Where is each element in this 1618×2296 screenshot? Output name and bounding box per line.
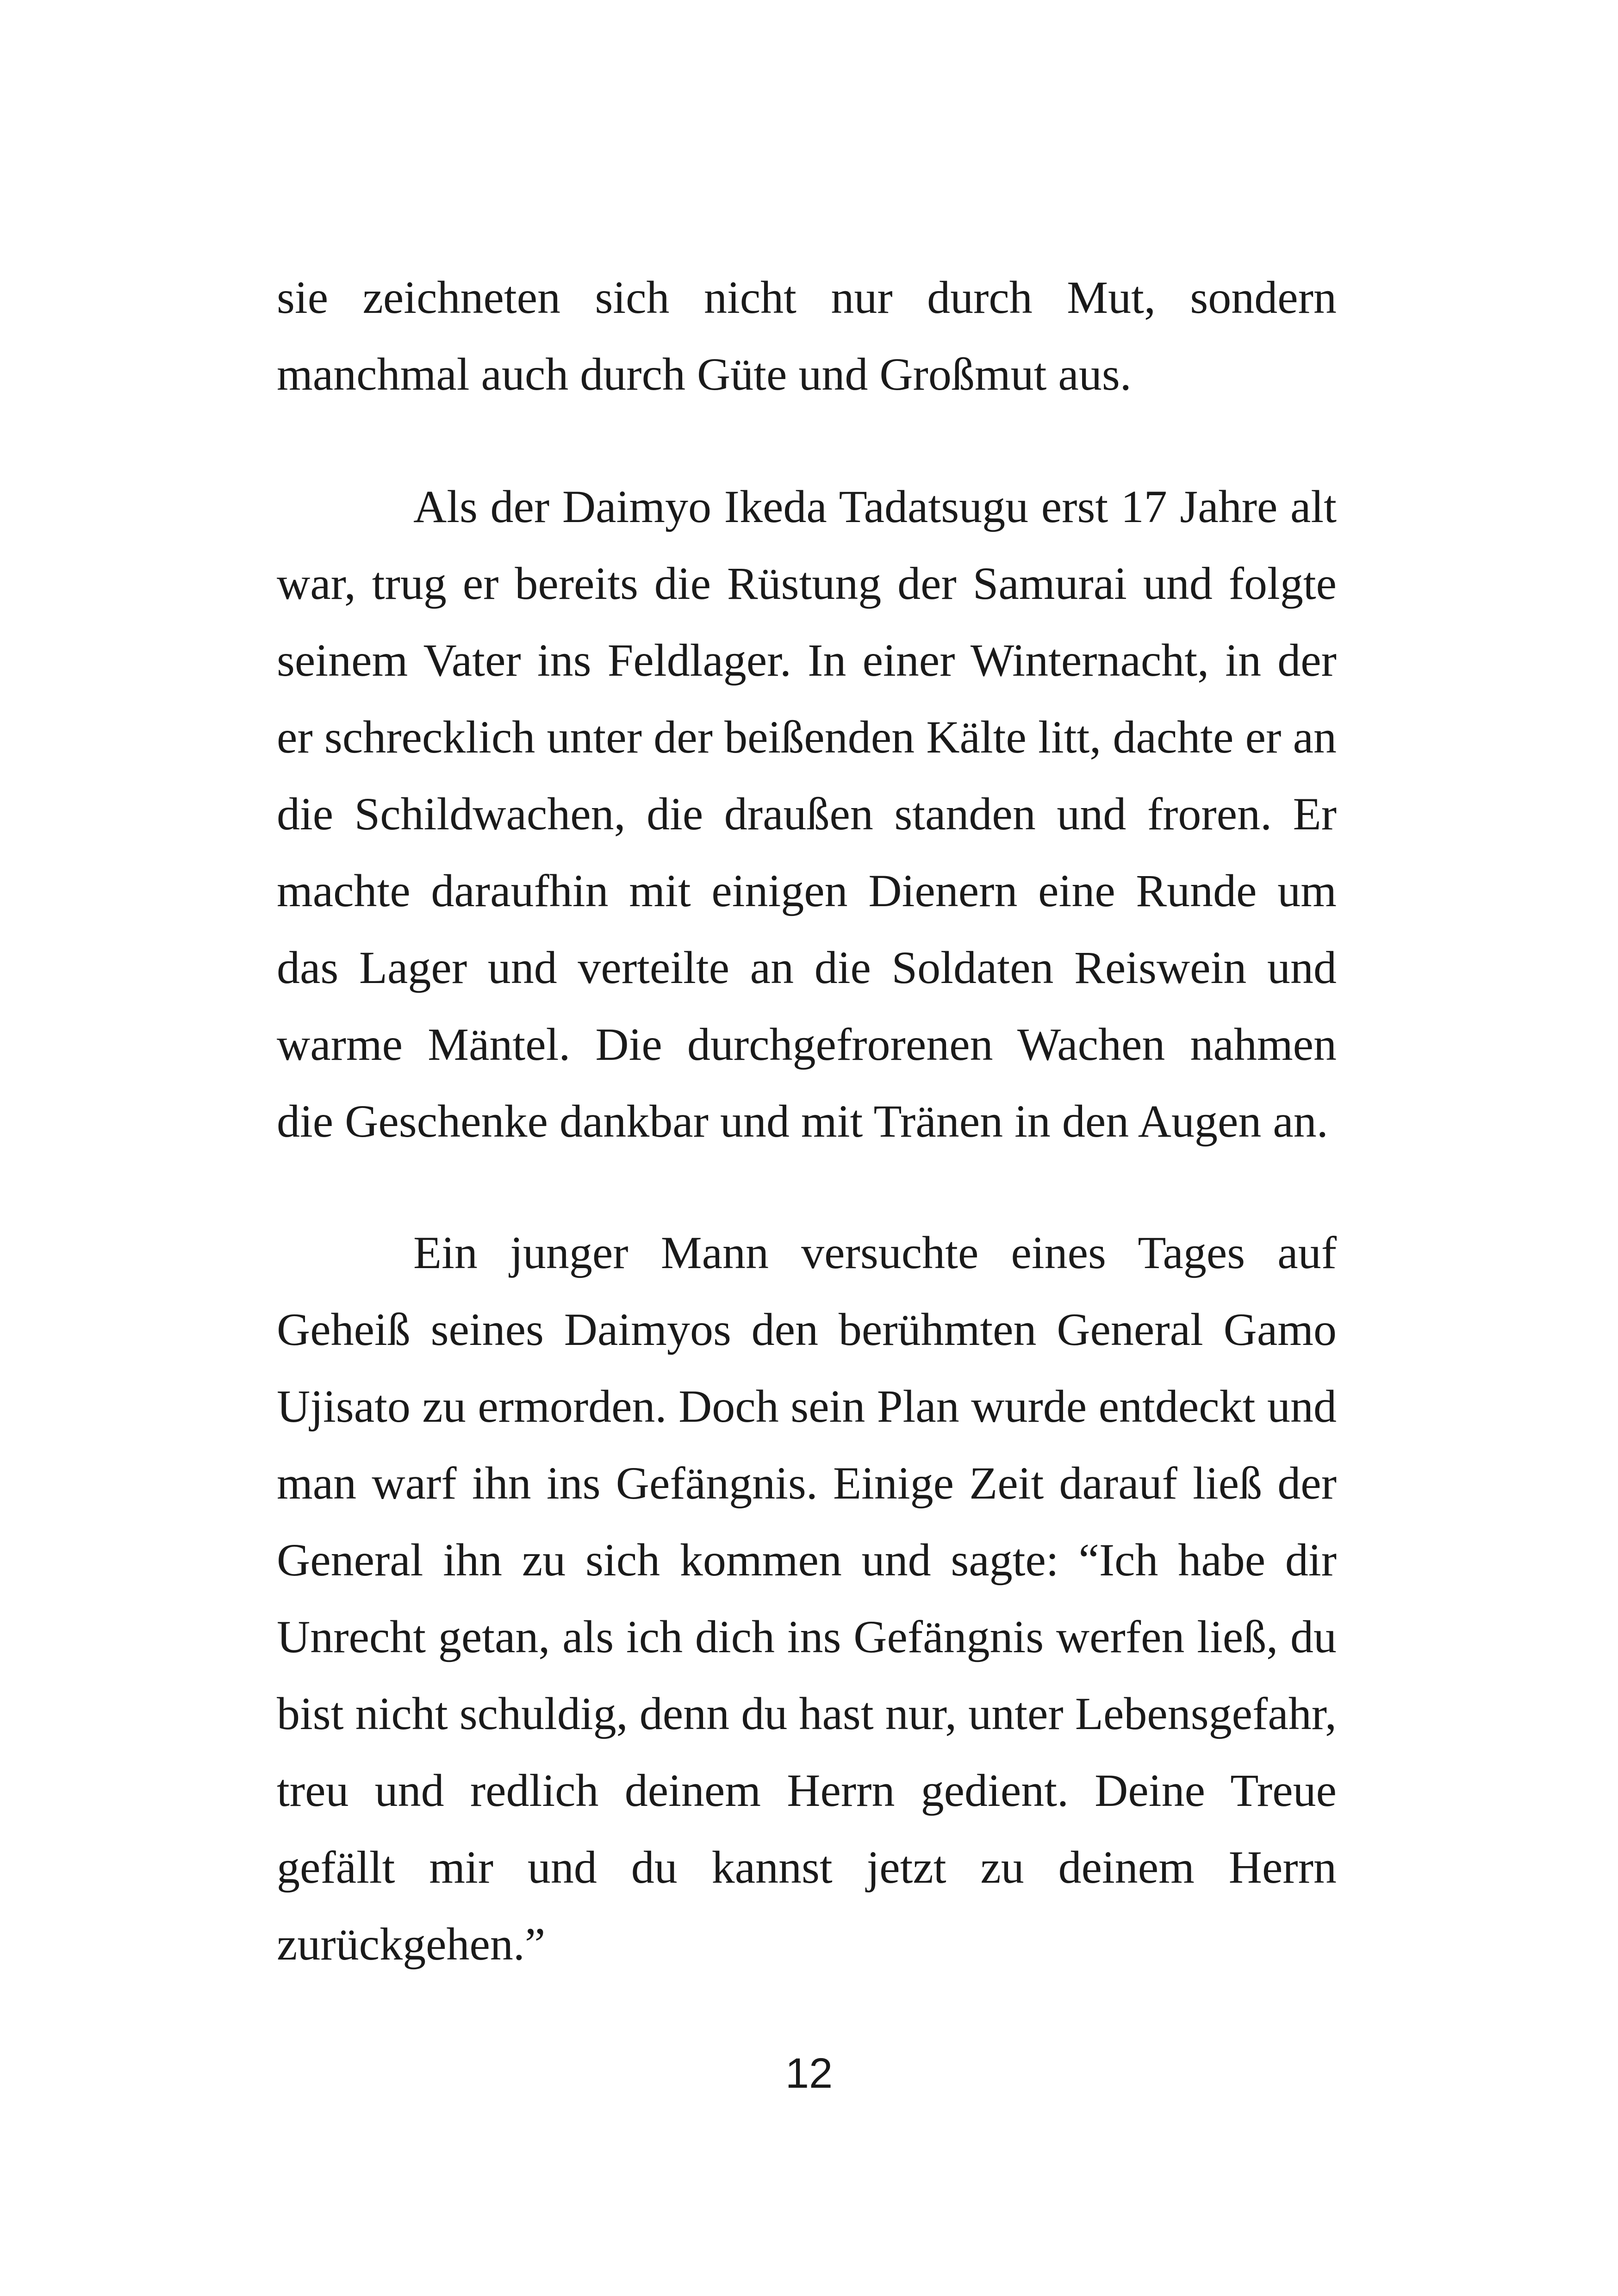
- paragraph-continuation: sie zeichneten sich nicht nur durch Mut, sondern manchmal auch durch Güte und Großmut aus.: [277, 272, 1337, 400]
- page-number: 12: [785, 2050, 833, 2097]
- paragraph-gamo-ujisato: Ein junger Mann versuchte eines Tages auf Geheiß seines Daimyos den berühmten General Gamo Ujisato zu ermorden. Doch sein Plan wurde entdeckt und man warf ihn ins Gefängnis. Einige Zeit darauf ließ der General ihn zu sich kommen und sagte: “Ich habe dir Unrecht getan, als ich dich ins Gefängnis werfen ließ, du bist nicht schuldig, denn du hast nur, unter Lebensgefahr, treu und redlich deinem Herrn gedient. Deine Treue gefällt mir und du kannst jetzt zu deinem Herrn zurückgehen.”: [277, 1227, 1337, 1970]
- paragraph-ikeda-tadatsugu: Als der Daimyo Ikeda Tadatsugu erst 17 Jahre alt war, trug er bereits die Rüstung der Samurai und folgte seinem Vater ins Feldlager. In einer Winternacht, in der er schrecklich unter der beißenden Kälte litt, dachte er an die Schildwachen, die draußen standen und froren. Er machte daraufhin mit einigen Dienern eine Runde um das Lager und verteilte an die Soldaten Reiswein und warme Mäntel. Die durchgefrorenen Wachen nahmen die Geschenke dankbar und mit Tränen in den Augen an.: [277, 481, 1337, 1147]
- body-text: [277, 259, 1337, 1983]
